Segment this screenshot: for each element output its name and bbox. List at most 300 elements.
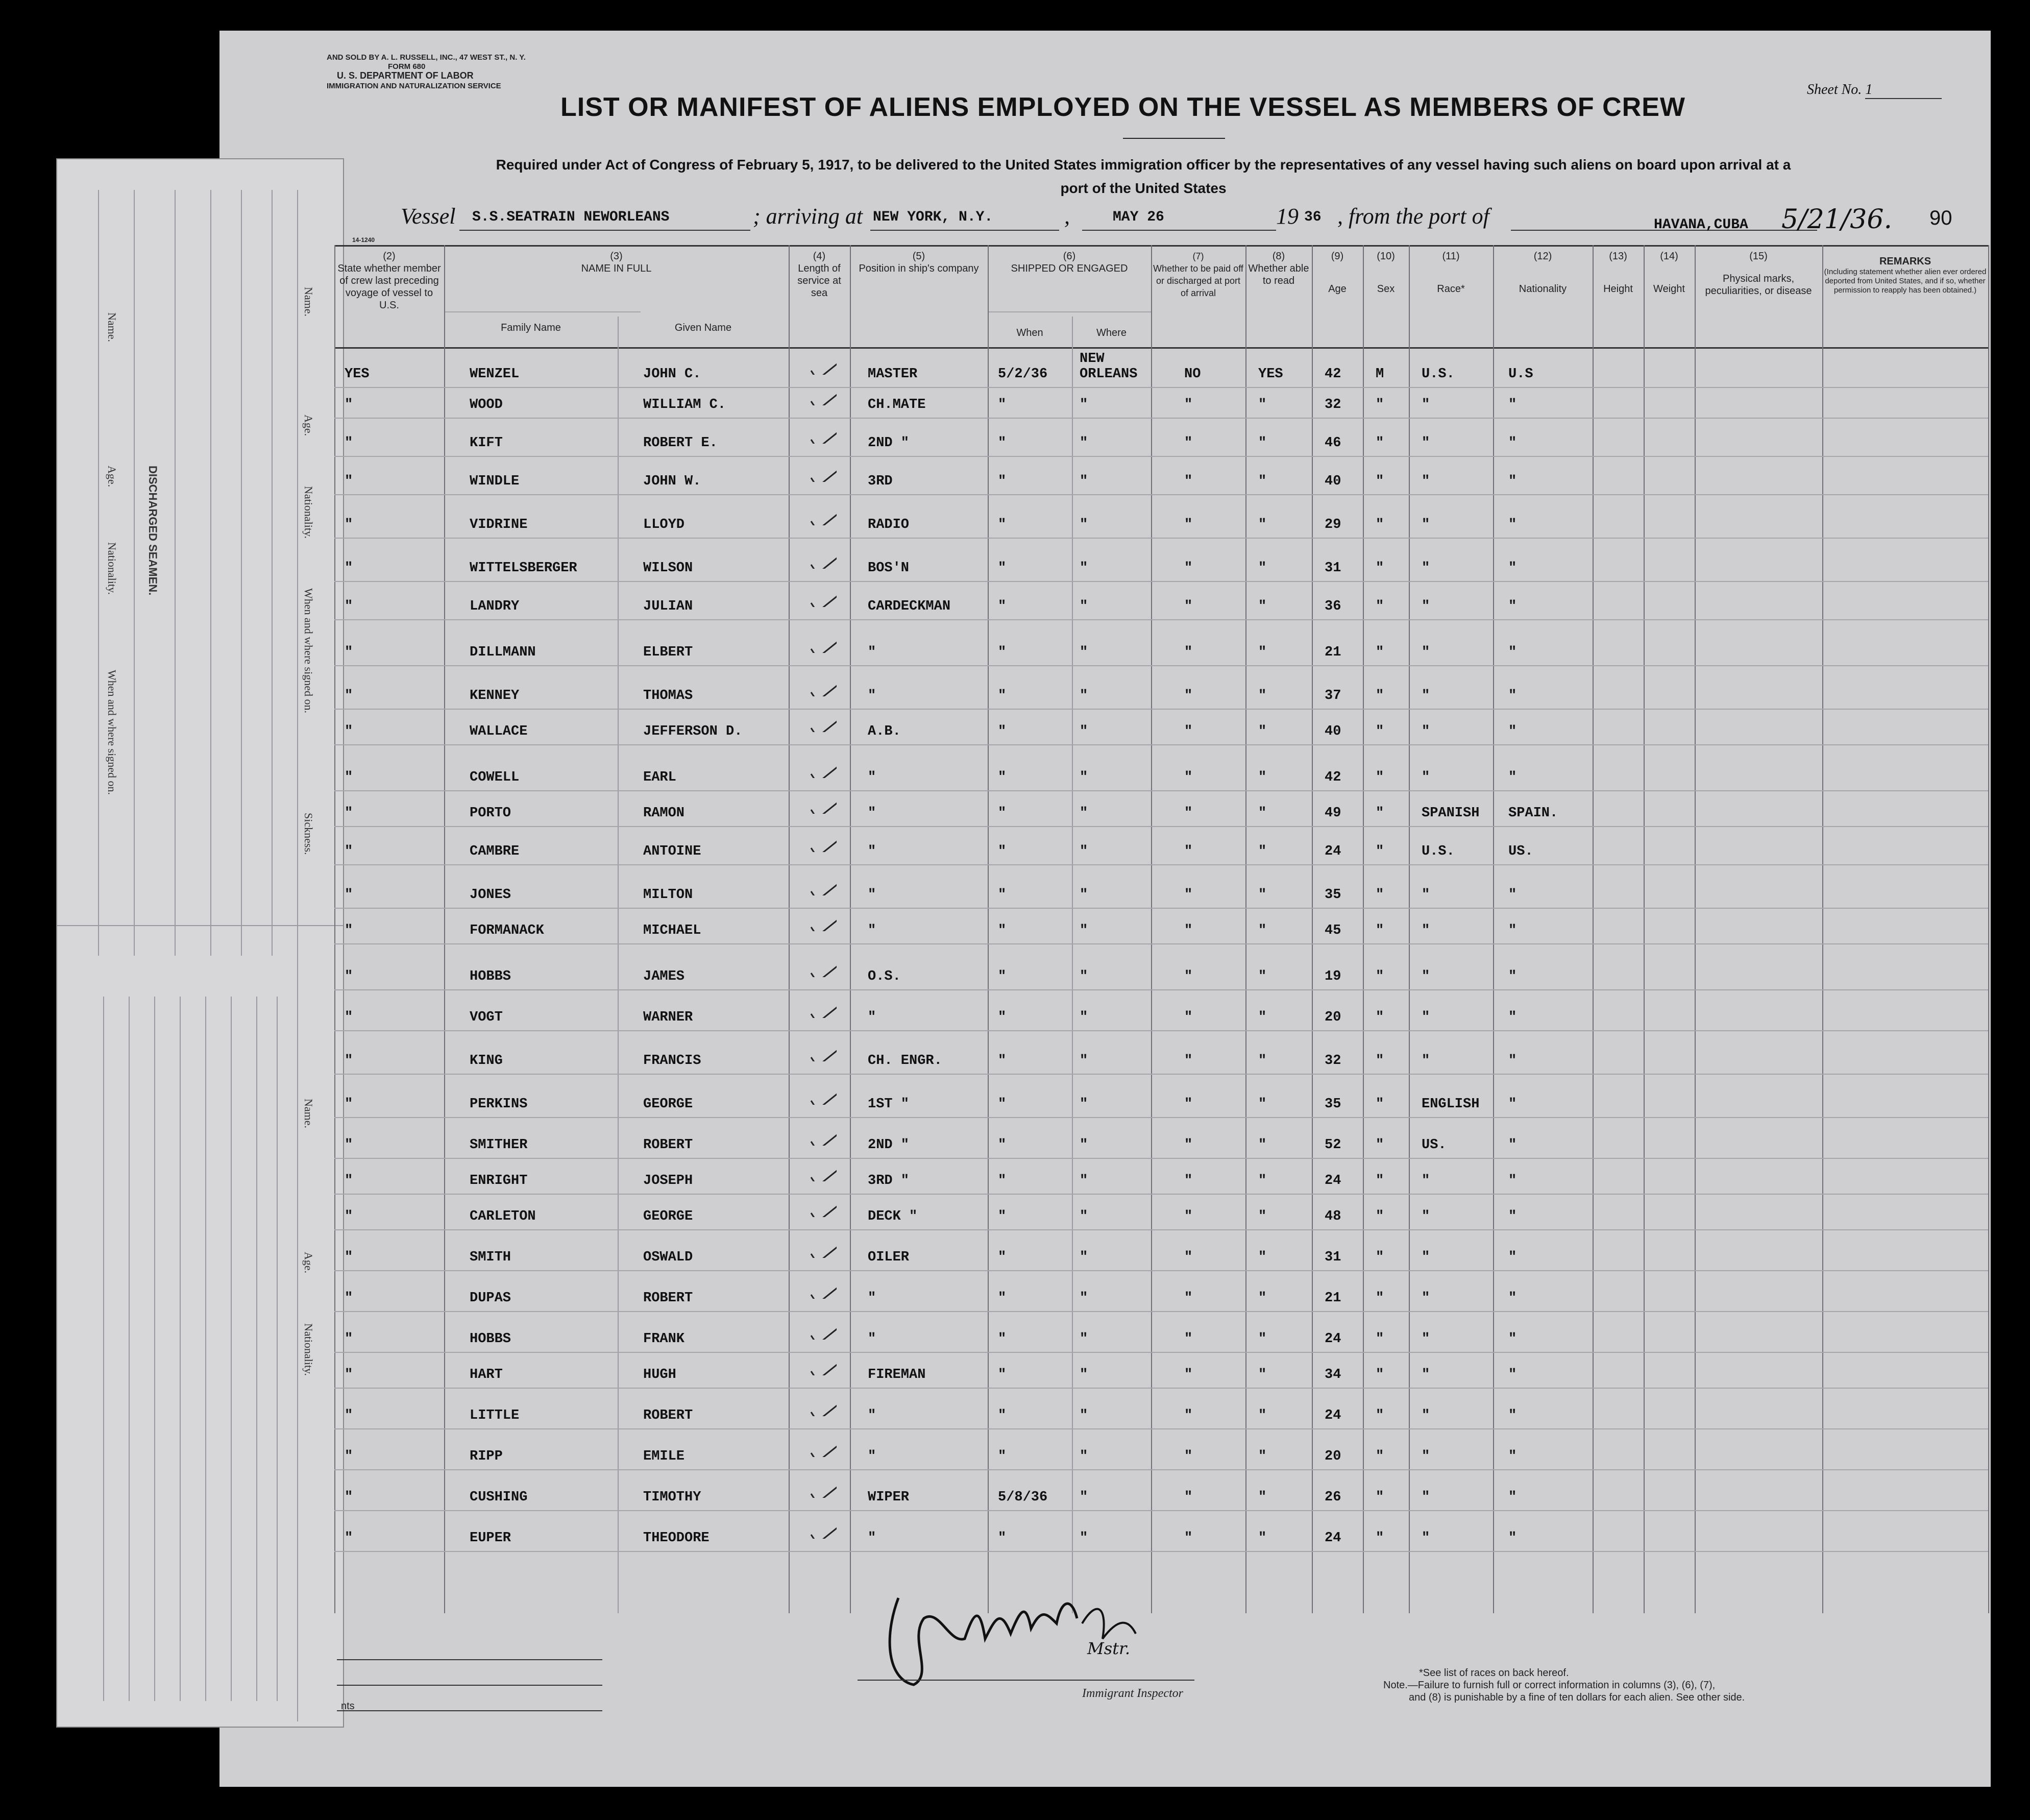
given-name-cell: OSWALD [643, 1250, 693, 1265]
where-cell: " [1080, 1173, 1088, 1188]
sex-cell: " [1376, 770, 1384, 785]
position-cell: " [868, 1291, 876, 1306]
paid-off-cell: " [1184, 561, 1193, 576]
when-cell: " [998, 1053, 1007, 1069]
where-cell: " [1080, 844, 1088, 859]
where-cell: " [1080, 561, 1088, 576]
where-cell: " [1080, 1137, 1088, 1153]
age-cell: 20 [1325, 1449, 1341, 1464]
sex-cell: M [1376, 367, 1384, 382]
when-cell: " [998, 887, 1007, 903]
when-cell: " [998, 770, 1007, 785]
voyage-cell: " [345, 1097, 353, 1112]
race-cell: " [1422, 1209, 1430, 1224]
family-name-cell: LITTLE [470, 1408, 520, 1423]
where-cell: " [1080, 806, 1088, 821]
read-cell: " [1258, 645, 1267, 660]
row-rule [334, 1030, 1988, 1031]
given-name-cell: ANTOINE [643, 844, 701, 859]
given-name-cell: TIMOTHY [643, 1490, 701, 1505]
read-cell: " [1258, 1137, 1267, 1153]
age-cell: 35 [1325, 1097, 1341, 1112]
read-cell: " [1258, 969, 1267, 984]
row-rule [334, 1117, 1988, 1118]
paid-off-cell: " [1184, 1490, 1193, 1505]
given-name-cell: WARNER [643, 1010, 693, 1025]
position-cell: 2ND " [868, 1137, 910, 1153]
stub-label-name: Name. [302, 287, 315, 317]
row-rule [334, 1469, 1988, 1470]
sex-cell: " [1376, 1209, 1384, 1224]
row-rule [334, 908, 1988, 909]
col-header-when: When [1016, 327, 1043, 338]
family-name-cell: DILLMANN [470, 645, 536, 660]
nationality-cell: " [1508, 688, 1517, 703]
given-name-cell: JULIAN [643, 599, 693, 614]
given-name-cell: JEFFERSON D. [643, 724, 743, 739]
arriving-label: ; arriving at [753, 204, 863, 229]
read-cell: " [1258, 1531, 1267, 1546]
stub-bottom-nationality: Nationality. [302, 1323, 315, 1376]
race-cell: " [1422, 1291, 1430, 1306]
sex-cell: " [1376, 1408, 1384, 1423]
subtitle-line-1: Required under Act of Congress of February 5, 1917, to be delivered to the United States immigration officer by the representatives of any vessel having such aliens on board upon arrival at a [496, 157, 1791, 173]
position-cell: " [868, 1449, 876, 1464]
paid-off-cell: " [1184, 599, 1193, 614]
sex-cell: " [1376, 1053, 1384, 1069]
position-cell: " [868, 1331, 876, 1347]
read-cell: " [1258, 474, 1267, 489]
service-check-icon [809, 914, 837, 931]
age-cell: 31 [1325, 1250, 1341, 1265]
paid-off-cell: " [1184, 1291, 1193, 1306]
position-cell: " [868, 688, 876, 703]
paid-off-cell: " [1184, 770, 1193, 785]
row-rule [334, 943, 1988, 944]
small-code: 14-1240 [352, 236, 375, 244]
row-rule [334, 456, 1988, 457]
read-cell: " [1258, 1053, 1267, 1069]
where-cell: " [1080, 1209, 1088, 1224]
read-cell: " [1258, 844, 1267, 859]
voyage-cell: " [345, 1010, 353, 1025]
where-cell: " [1080, 1408, 1088, 1423]
row-rule [334, 1158, 1988, 1159]
nationality-cell: " [1508, 1408, 1517, 1423]
note-line-1: Note.—Failure to furnish full or correct information in columns (3), (6), (7), [1383, 1680, 1716, 1691]
form-number: FORM 680 [388, 62, 426, 71]
read-cell: " [1258, 923, 1267, 938]
read-cell: " [1258, 724, 1267, 739]
service-check-icon [809, 679, 837, 696]
age-cell: 19 [1325, 969, 1341, 984]
row-rule [334, 619, 1988, 620]
voyage-cell: " [345, 688, 353, 703]
family-name-cell: PERKINS [470, 1097, 528, 1112]
age-cell: 42 [1325, 770, 1341, 785]
position-cell: " [868, 1010, 876, 1025]
family-name-cell: CARLETON [470, 1209, 536, 1224]
voyage-cell: " [345, 1291, 353, 1306]
given-name-cell: EARL [643, 770, 676, 785]
sex-cell: " [1376, 1137, 1384, 1153]
voyage-cell: " [345, 1449, 353, 1464]
nationality-cell: " [1508, 1053, 1517, 1069]
given-name-cell: MILTON [643, 887, 693, 903]
position-cell: 1ST " [868, 1097, 910, 1112]
family-name-cell: KING [470, 1053, 503, 1069]
service-check-icon [809, 1399, 837, 1416]
family-name-cell: EUPER [470, 1531, 511, 1546]
when-cell: 5/2/36 [998, 367, 1048, 382]
nationality-cell: " [1508, 1209, 1517, 1224]
col-header-read: (8) Whether able to read [1248, 251, 1309, 286]
position-cell: " [868, 923, 876, 938]
read-cell: " [1258, 435, 1267, 451]
age-cell: 24 [1325, 844, 1341, 859]
stub-label-sickness: Sickness. [302, 813, 315, 855]
arriving-port: NEW YORK, N.Y. [873, 209, 993, 225]
given-name-cell: HUGH [643, 1367, 676, 1382]
family-name-cell: SMITH [470, 1250, 511, 1265]
col-header-where: Where [1096, 327, 1127, 338]
where-cell: " [1080, 923, 1088, 938]
when-cell: " [998, 1367, 1007, 1382]
given-name-cell: MICHAEL [643, 923, 701, 938]
service-check-icon [809, 357, 837, 375]
sex-cell: " [1376, 887, 1384, 903]
service-check-icon [809, 551, 837, 569]
read-cell: " [1258, 1367, 1267, 1382]
race-cell: " [1422, 1367, 1430, 1382]
service-check-icon [809, 960, 837, 977]
col-header-age: (9) Age [1328, 251, 1347, 295]
where-cell: " [1080, 517, 1088, 532]
service-check-icon [809, 1044, 837, 1061]
race-cell: " [1422, 1490, 1430, 1505]
nationality-cell: " [1508, 1173, 1517, 1188]
race-cell: U.S. [1422, 844, 1455, 859]
position-cell: CH.MATE [868, 397, 926, 412]
service-check-icon [809, 465, 837, 482]
where-cell: " [1080, 474, 1088, 489]
service-check-icon [809, 1128, 837, 1146]
race-cell: " [1422, 770, 1430, 785]
race-cell: " [1422, 1250, 1430, 1265]
nationality-cell: " [1508, 1250, 1517, 1265]
sex-cell: " [1376, 724, 1384, 739]
sex-cell: " [1376, 474, 1384, 489]
family-name-cell: ENRIGHT [470, 1173, 528, 1188]
read-cell: " [1258, 1173, 1267, 1188]
sex-cell: " [1376, 397, 1384, 412]
race-cell: " [1422, 923, 1430, 938]
row-rule [334, 790, 1988, 791]
service-check-icon [809, 1164, 837, 1181]
paid-off-cell: " [1184, 435, 1193, 451]
family-name-cell: KIFT [470, 435, 503, 451]
nationality-cell: US. [1508, 844, 1533, 859]
age-cell: 42 [1325, 367, 1341, 382]
position-cell: 3RD [868, 474, 893, 489]
paid-off-cell: " [1184, 1331, 1193, 1347]
position-cell: " [868, 887, 876, 903]
position-cell: " [868, 645, 876, 660]
read-cell: " [1258, 806, 1267, 821]
voyage-cell: " [345, 1408, 353, 1423]
col-header-nationality: (12) Nationality [1519, 251, 1567, 295]
service-check-icon [809, 1322, 837, 1340]
when-cell: " [998, 724, 1007, 739]
when-cell: " [998, 969, 1007, 984]
when-cell: " [998, 923, 1007, 938]
service-check-icon [809, 1241, 837, 1258]
read-cell: " [1258, 1097, 1267, 1112]
row-rule [334, 418, 1988, 419]
age-cell: 24 [1325, 1331, 1341, 1347]
sex-cell: " [1376, 1490, 1384, 1505]
nationality-cell: " [1508, 923, 1517, 938]
age-cell: 40 [1325, 724, 1341, 739]
read-cell: " [1258, 1331, 1267, 1347]
when-cell: " [998, 1291, 1007, 1306]
where-cell: " [1080, 397, 1088, 412]
voyage-cell: " [345, 517, 353, 532]
service-check-icon [809, 1281, 837, 1299]
position-cell: CH. ENGR. [868, 1053, 942, 1069]
read-cell: " [1258, 517, 1267, 532]
where-cell: " [1080, 887, 1088, 903]
department: U. S. DEPARTMENT OF LABOR [337, 70, 474, 81]
read-cell: " [1258, 1449, 1267, 1464]
position-cell: " [868, 806, 876, 821]
race-cell: US. [1422, 1137, 1447, 1153]
year-suffix: 36 [1304, 209, 1322, 225]
paid-off-cell: " [1184, 474, 1193, 489]
service-check-icon [809, 1440, 837, 1457]
page-code: 90 [1929, 207, 1952, 229]
position-cell: CARDECKMAN [868, 599, 951, 614]
service-check-icon [809, 761, 837, 778]
col-header-position: (5) Position in ship's company [859, 251, 979, 274]
age-cell: 32 [1325, 1053, 1341, 1069]
nationality-cell: " [1508, 645, 1517, 660]
family-name-cell: WALLACE [470, 724, 528, 739]
family-name-cell: FORMANACK [470, 923, 544, 938]
sex-cell: " [1376, 1173, 1384, 1188]
race-cell: " [1422, 1053, 1430, 1069]
voyage-cell: " [345, 1367, 353, 1382]
service-check-icon [809, 1481, 837, 1498]
age-cell: 26 [1325, 1490, 1341, 1505]
race-cell: SPANISH [1422, 806, 1480, 821]
where-cell: " [1080, 1250, 1088, 1265]
when-cell: " [998, 1331, 1007, 1347]
paid-off-cell: " [1184, 397, 1193, 412]
race-cell: " [1422, 887, 1430, 903]
given-name-cell: GEORGE [643, 1097, 693, 1112]
paid-off-cell: " [1184, 1531, 1193, 1546]
race-cell: ENGLISH [1422, 1097, 1480, 1112]
race-cell: " [1422, 1173, 1430, 1188]
voyage-cell: " [345, 474, 353, 489]
voyage-cell: " [345, 887, 353, 903]
crew-manifest-table [334, 245, 1988, 1675]
sex-cell: " [1376, 1367, 1384, 1382]
race-cell: " [1422, 688, 1430, 703]
sex-cell: " [1376, 1010, 1384, 1025]
sheet-label: Sheet No. [1807, 82, 1862, 98]
paid-off-cell: " [1184, 688, 1193, 703]
paid-off-cell: " [1184, 724, 1193, 739]
service: IMMIGRATION AND NATURALIZATION SERVICE [327, 82, 501, 90]
nationality-cell: " [1508, 599, 1517, 614]
position-cell: " [868, 1408, 876, 1423]
sheet-number: 1 [1865, 82, 1942, 99]
read-cell: " [1258, 1209, 1267, 1224]
read-cell: " [1258, 887, 1267, 903]
family-name-cell: CAMBRE [470, 844, 520, 859]
age-cell: 49 [1325, 806, 1341, 821]
voyage-cell: " [345, 1137, 353, 1153]
voyage-cell: " [345, 923, 353, 938]
given-name-cell: FRANK [643, 1331, 685, 1347]
where-cell: " [1080, 770, 1088, 785]
race-cell: " [1422, 561, 1430, 576]
voyage-cell: " [345, 397, 353, 412]
partial-label: nts [341, 1701, 355, 1712]
col-header-given-name: Given Name [674, 322, 732, 333]
discharged-seamen-stub [56, 158, 344, 1728]
given-name-cell: ROBERT E. [643, 435, 718, 451]
row-rule [334, 1388, 1988, 1389]
when-cell: " [998, 806, 1007, 821]
age-cell: 32 [1325, 397, 1341, 412]
sex-cell: " [1376, 688, 1384, 703]
when-cell: " [998, 474, 1007, 489]
given-name-cell: THEODORE [643, 1531, 710, 1546]
row-rule [334, 989, 1988, 990]
service-check-icon [809, 590, 837, 607]
arrival-date: MAY 26 [1113, 209, 1164, 225]
from-port: HAVANA,CUBA [1654, 217, 1748, 233]
where-cell: " [1080, 1490, 1088, 1505]
age-cell: 40 [1325, 474, 1341, 489]
sex-cell: " [1376, 645, 1384, 660]
family-name-cell: WENZEL [470, 367, 520, 382]
race-cell: " [1422, 1449, 1430, 1464]
voyage-cell: " [345, 1053, 353, 1069]
where-cell: " [1080, 435, 1088, 451]
when-cell: " [998, 517, 1007, 532]
paid-off-cell: " [1184, 1449, 1193, 1464]
inspector-label: Immigrant Inspector [1082, 1687, 1183, 1700]
paid-off-cell: " [1184, 969, 1193, 984]
nationality-cell: " [1508, 969, 1517, 984]
given-name-cell: ROBERT [643, 1291, 693, 1306]
sex-cell: " [1376, 561, 1384, 576]
read-cell: " [1258, 397, 1267, 412]
where-cell: " [1080, 1291, 1088, 1306]
col-header-race: (11) Race* [1437, 251, 1465, 295]
read-cell: " [1258, 770, 1267, 785]
page-title: LIST OR MANIFEST OF ALIENS EMPLOYED ON THE VESSEL AS MEMBERS OF CREW [560, 92, 1685, 122]
nationality-cell: " [1508, 561, 1517, 576]
paid-off-cell: " [1184, 923, 1193, 938]
nationality-cell: " [1508, 1490, 1517, 1505]
row-rule [334, 665, 1988, 666]
service-check-icon [809, 1521, 837, 1539]
position-cell: " [868, 844, 876, 859]
row-rule [334, 709, 1988, 710]
col-header-sex: (10) Sex [1377, 251, 1395, 295]
service-check-icon [809, 715, 837, 732]
sex-cell: " [1376, 599, 1384, 614]
nationality-cell: " [1508, 1291, 1517, 1306]
title-rule [1123, 138, 1225, 139]
race-cell: " [1422, 724, 1430, 739]
from-label: , from the port of [1337, 204, 1489, 229]
signature-suffix: Mstr. [1087, 1639, 1130, 1658]
race-cell: " [1422, 435, 1430, 451]
read-cell: " [1258, 688, 1267, 703]
row-rule [334, 581, 1988, 582]
row-rule [334, 494, 1988, 495]
given-name-cell: RAMON [643, 806, 685, 821]
age-cell: 35 [1325, 887, 1341, 903]
where-cell: " [1080, 1531, 1088, 1546]
row-rule [334, 1270, 1988, 1271]
sex-cell: " [1376, 1250, 1384, 1265]
col-header-paid-off: (7) Whether to be paid off or discharged at port of arrival [1153, 251, 1243, 298]
voyage-cell: " [345, 1490, 353, 1505]
row-rule [334, 744, 1988, 745]
voyage-cell: " [345, 969, 353, 984]
stub-label-age: Age. [302, 415, 315, 436]
col-header-shipped: (6) SHIPPED OR ENGAGED [1011, 251, 1128, 274]
position-cell: FIREMAN [868, 1367, 926, 1382]
service-check-icon [809, 1087, 837, 1105]
family-name-cell: VIDRINE [470, 517, 528, 532]
race-cell: " [1422, 1331, 1430, 1347]
read-cell: " [1258, 1250, 1267, 1265]
age-cell: 20 [1325, 1010, 1341, 1025]
when-cell: " [998, 435, 1007, 451]
paid-off-cell: " [1184, 1173, 1193, 1188]
read-cell: " [1258, 1010, 1267, 1025]
col-header-remarks: REMARKS (Including statement whether alien ever ordered deported from United States, and if so, whether permission to reapply has been obtained.) [1824, 256, 1987, 295]
read-cell: " [1258, 1408, 1267, 1423]
family-name-cell: WINDLE [470, 474, 520, 489]
family-name-cell: VOGT [470, 1010, 503, 1025]
service-check-icon [809, 1358, 837, 1375]
position-cell: MASTER [868, 367, 918, 382]
race-cell: " [1422, 645, 1430, 660]
when-cell: " [998, 1173, 1007, 1188]
nationality-cell: " [1508, 435, 1517, 451]
row-rule [334, 1074, 1988, 1075]
given-name-cell: JOHN W. [643, 474, 701, 489]
position-cell: " [868, 770, 876, 785]
paid-off-cell: " [1184, 887, 1193, 903]
family-name-cell: HOBBS [470, 969, 511, 984]
when-cell: " [998, 844, 1007, 859]
nationality-cell: " [1508, 887, 1517, 903]
when-cell: " [998, 688, 1007, 703]
races-note: *See list of races on back hereof. [1419, 1667, 1569, 1679]
family-name-cell: RIPP [470, 1449, 503, 1464]
signature-name: John Wallace [939, 1683, 973, 1689]
